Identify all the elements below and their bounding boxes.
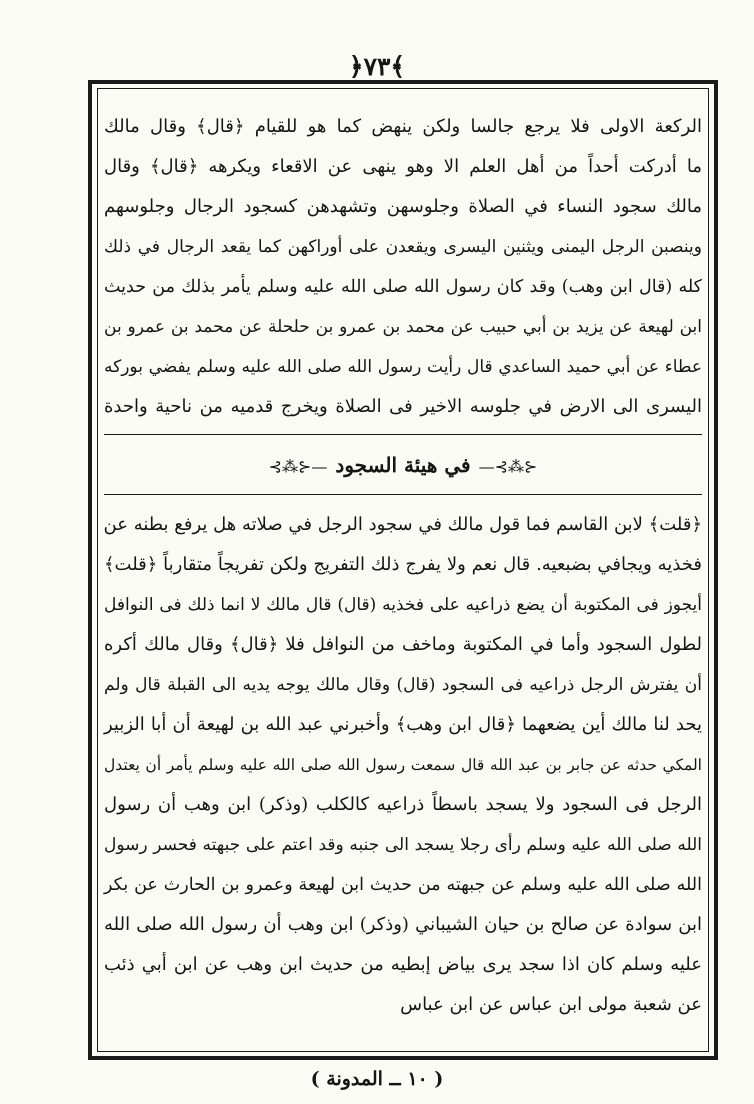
paragraph-line: كله (قال ابن وهب) وقد كان رسول الله صلى الله عليه وسلم يأمر بذلك من حديث: [104, 277, 702, 297]
paragraph-line: أيجوز فى المكتوبة أن يضع ذراعيه على فخذيه (قال) قال مالك لا انما ذلك فى النوافل: [104, 595, 702, 615]
section-divider-bottom: [104, 494, 702, 495]
heading-ornament-left: —⊰⁂⊱: [268, 456, 328, 476]
paragraph-line: المكي حدثه عن جابر بن عبد الله قال سمعت رسول الله صلى الله عليه وسلم يأمر أن يعتدل: [104, 756, 702, 774]
paragraph-line: الرجل فى السجود ولا يسجد باسطاً ذراعيه كالكلب (وذكر) ابن وهب أن رسول: [104, 794, 702, 815]
paragraph-line: مالك سجود النساء في الصلاة وجلوسهن وتشهدهن كسجود الرجال وجلوسهم: [104, 196, 703, 217]
paragraph-line: ابن لهيعة عن يزيد بن أبي حبيب عن محمد بن عمرو بن حلحلة عن محمد بن عمرو بن: [104, 317, 702, 337]
paragraph-line: الركعة الاولى فلا يرجع جالسا ولكن ينهض كما هو للقيام ﴿قال﴾ وقال مالك: [104, 116, 702, 137]
page-number: ﴿٧٣﴾: [348, 52, 406, 81]
paragraph-line: عن شعبة مولى ابن عباس عن ابن عباس: [400, 994, 702, 1015]
paragraph-line: ابن سوادة عن صالح بن حيان الشيباني (وذكر) ابن وهب أن رسول الله صلى الله: [104, 914, 702, 935]
footer-signature: ( ١٠ ــ المدونة ): [310, 1068, 444, 1090]
paragraph-line: اليسرى الى الارض في جلوسه الاخير فى الصلاة ويخرج قدميه من ناحية واحدة: [104, 396, 702, 417]
paragraph-line: لطول السجود وأما في المكتوبة وماخف من النوافل فلا ﴿قال﴾ وقال مالك أكره: [104, 634, 702, 655]
paragraph-line: ما أدركت أحداً من أهل العلم الا وهو ينهى عن الاقعاء ويكرهه ﴿قال﴾ وقال: [104, 156, 702, 177]
paragraph-line: الله صلى الله عليه وسلم رأى رجلا يسجد الى جنبه وقد اعتم على جبهته فحسر رسول: [104, 835, 702, 855]
paragraph-line: عليه وسلم كان اذا سجد يرى بياض إبطيه من حديث ابن وهب عن ابن أبي ذئب: [104, 954, 702, 975]
paragraph-line: أن يفترش الرجل ذراعيه فى السجود (قال) وقال مالك يوجه يديه الى القبلة قال ولم: [104, 675, 702, 695]
paragraph-line: الله صلى الله عليه وسلم عن جبهته من حديث ابن لهيعة وعمرو بن الحارث عن بكر: [104, 875, 702, 895]
section-divider-top: [104, 434, 702, 435]
paragraph-line: ﴿قلت﴾ لابن القاسم فما قول مالك في سجود الرجل في صلاته هل يرفع بطنه عن: [103, 514, 702, 535]
paragraph-line: وينصبن الرجل اليمنى ويثنين اليسرى ويقعدن على أوراكهن كما يقعد الرجال في ذلك: [104, 237, 702, 257]
section-heading: [104, 448, 702, 482]
heading-ornament-right: ⊰⁂⊱—: [478, 456, 538, 476]
section-heading-text: في هيئة السجود: [335, 453, 471, 477]
paragraph-line: عطاء عن أبي حميد الساعدي قال رأيت رسول الله صلى الله عليه وسلم يفضي بوركه: [104, 357, 702, 377]
paragraph-line: يحد لنا مالك أين يضعهما ﴿قال ابن وهب﴾ وأخبرني عبد الله بن لهيعة أن أبا الزبير: [104, 714, 702, 735]
paragraph-line: فخذيه ويجافي بضبعيه. قال نعم ولا يفرج ذلك التفريج ولكن تفريجاً متقارباً ﴿قلت﴾: [104, 554, 702, 575]
